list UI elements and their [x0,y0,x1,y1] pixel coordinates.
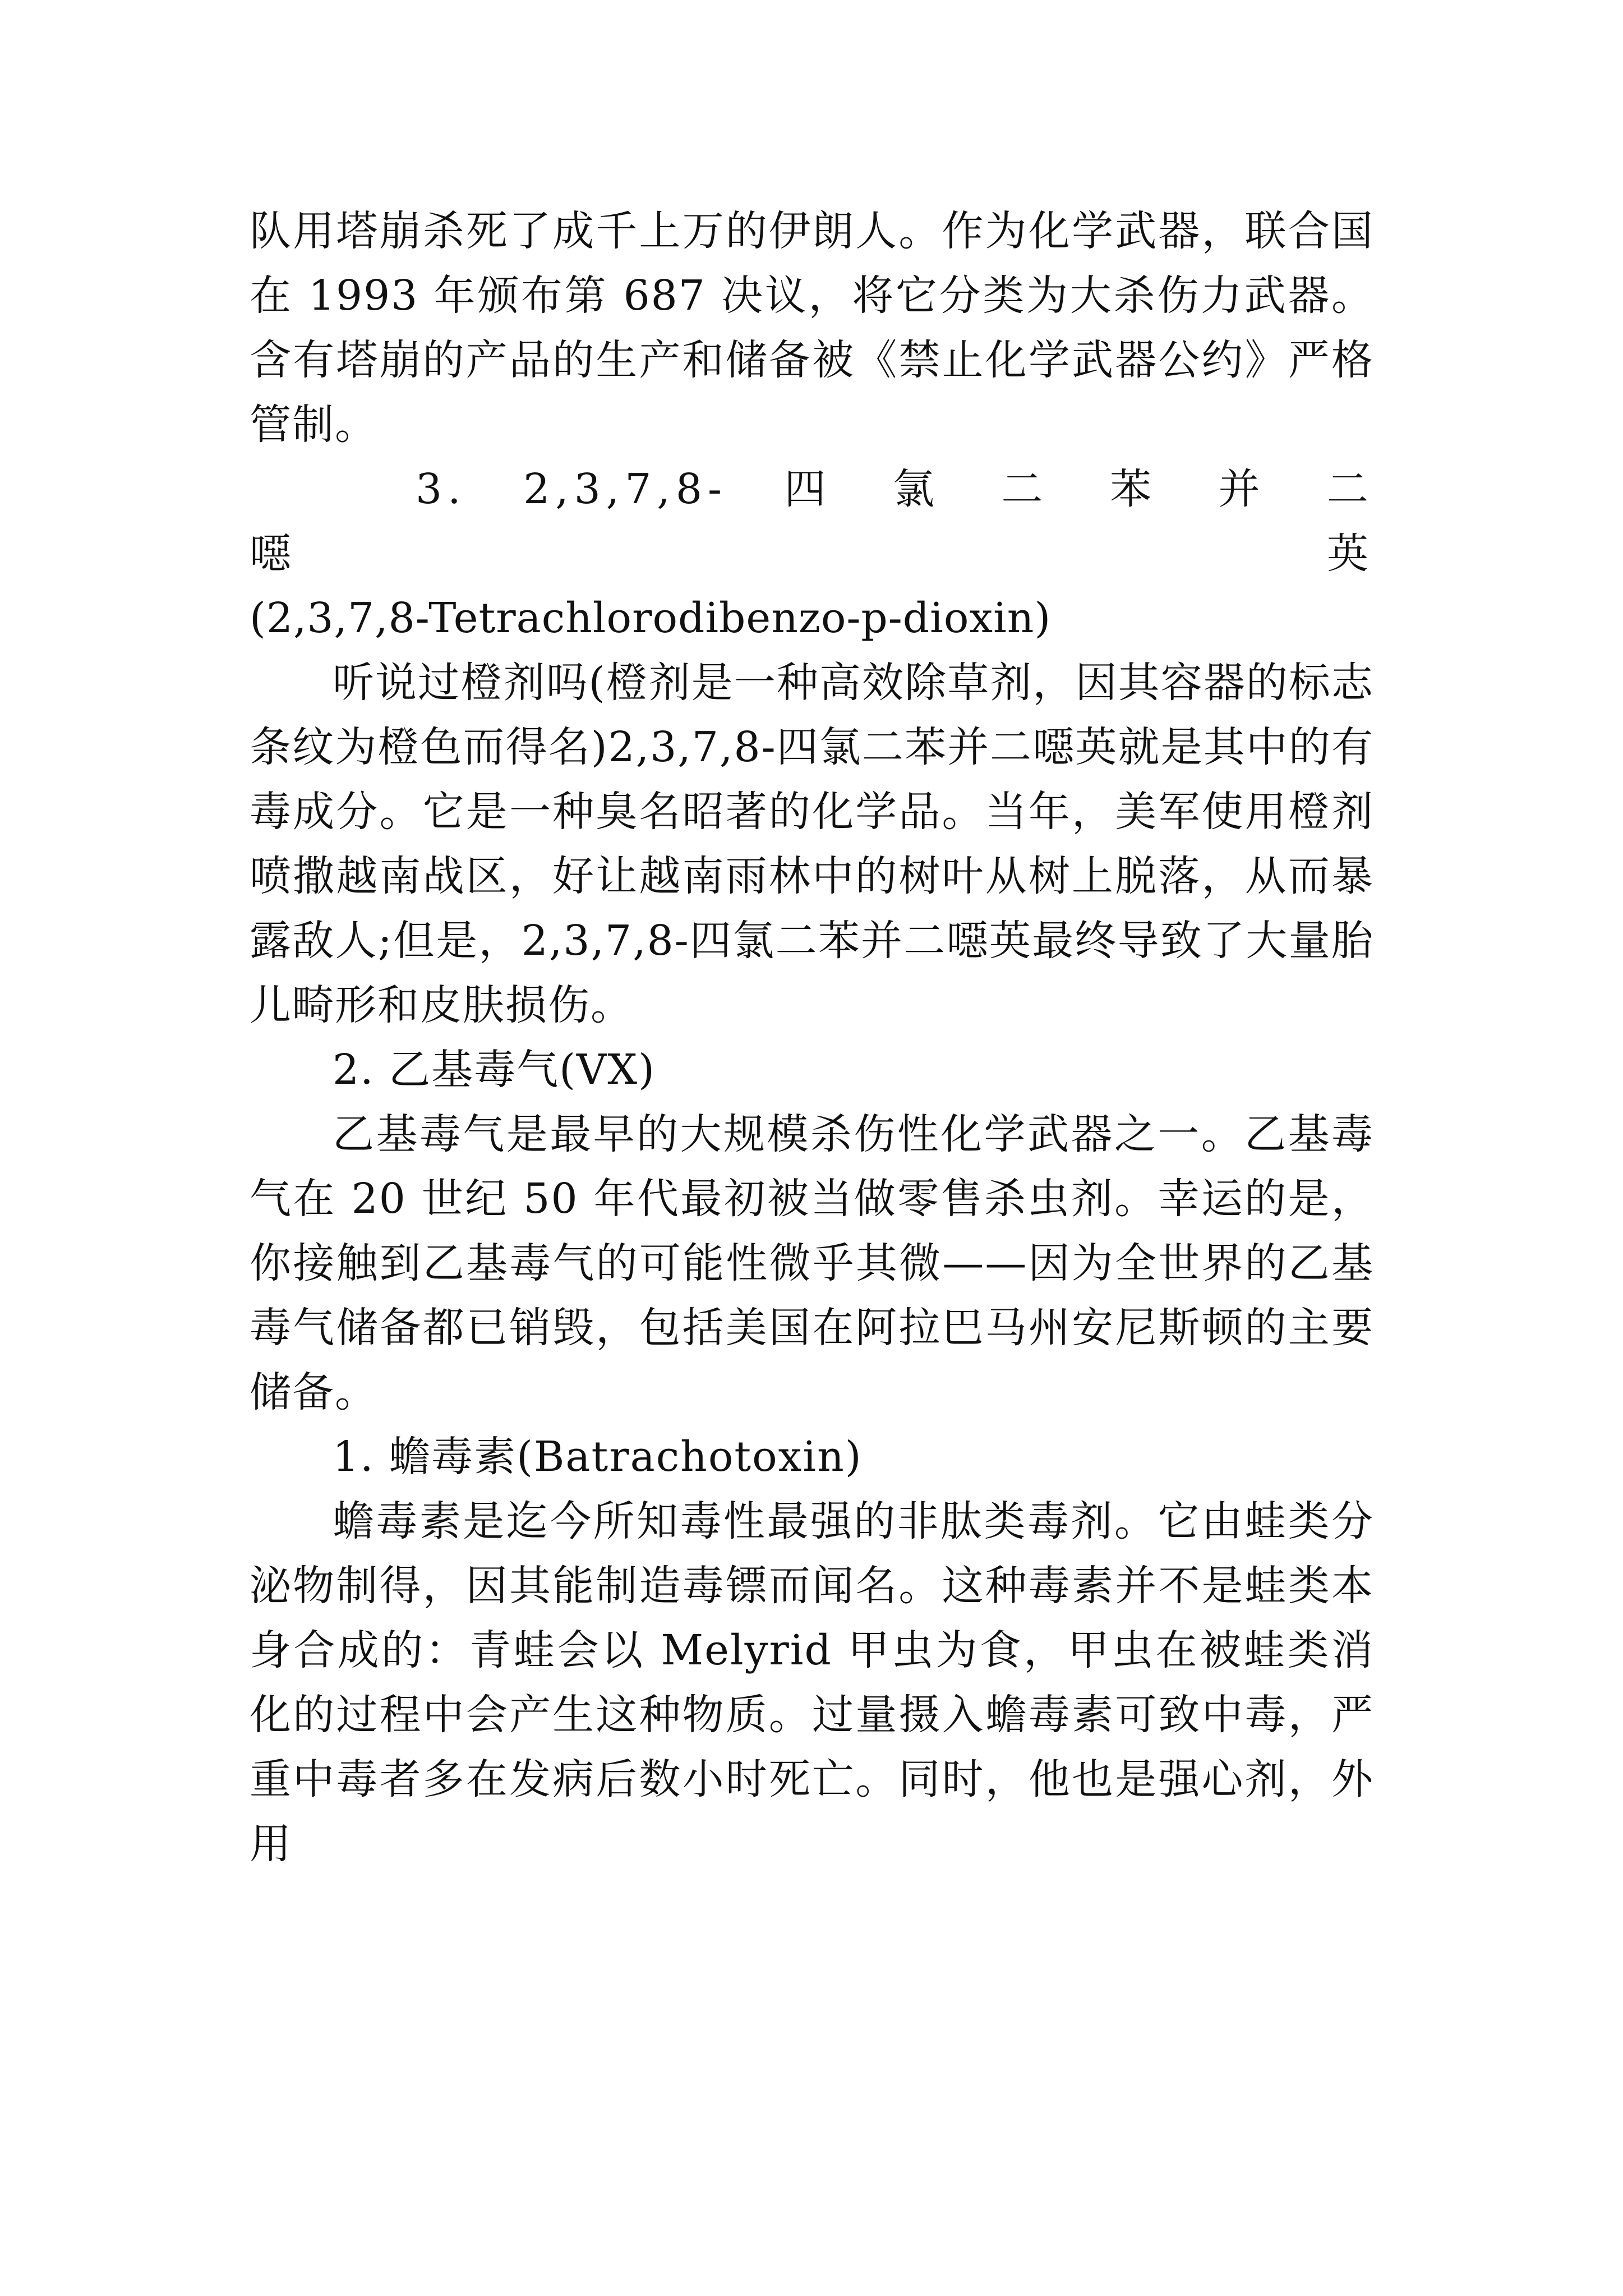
heading-vx: 2. 乙基毒气(VX) [333,1046,656,1094]
paragraph-dioxin: 听说过橙剂吗(橙剂是一种高效除草剂，因其容器的标志条纹为橙色而得名)2,3,7,8-四氯二苯并二噁英就是其中的有毒成分。它是一种臭名昭著的化学品。当年，美军使用橙剂喷撒越南战区，好让越南雨林中的树叶从树上脱落，从而暴露敌人;但是，2,3,7,8-四氯二苯并二噁英最终导致了大量胎儿畸形和皮肤损伤。 [250,659,1374,1029]
document-body [250,199,1374,1876]
paragraph-batrachotoxin: 蟾毒素是迄今所知毒性最强的非肽类毒剂。它由蛙类分泌物制得，因其能制造毒镖而闻名。这种毒素并不是蛙类本身合成的：青蛙会以 Melyrid 甲虫为食，甲虫在被蛙类消化的过程中会产生这种物质。过量摄入蟾毒素可致中毒，严重中毒者多在发病后数小时死亡。同时，他也是强心剂，外用 [250,1497,1374,1868]
paragraph-tabun-continuation: 队用塔崩杀死了成千上万的伊朗人。作为化学武器，联合国在 1993 年颁布第 687 决议，将它分类为大杀伤力武器。含有塔崩的产品的生产和储备被《禁止化学武器公约》严格管制。 [250,207,1374,449]
paragraph-vx: 乙基毒气是最早的大规模杀伤性化学武器之一。乙基毒气在 20 世纪 50 年代最初被当做零售杀虫剂。幸运的是，你接触到乙基毒气的可能性微乎其微——因为全世界的乙基毒气储备都已销毁，包括美国在阿拉巴马州安尼斯顿的主要储备。 [250,1110,1374,1416]
heading-dioxin-line1: 3. 2,3,7,8- 四 氯 二 苯 并 二 噁 英 [250,465,1374,578]
heading-batrachotoxin: 1. 蟾毒素(Batrachotoxin) [333,1433,863,1481]
heading-dioxin-line2: (2,3,7,8-Tetrachlorodibenzo-p-dioxin) [250,594,1052,642]
